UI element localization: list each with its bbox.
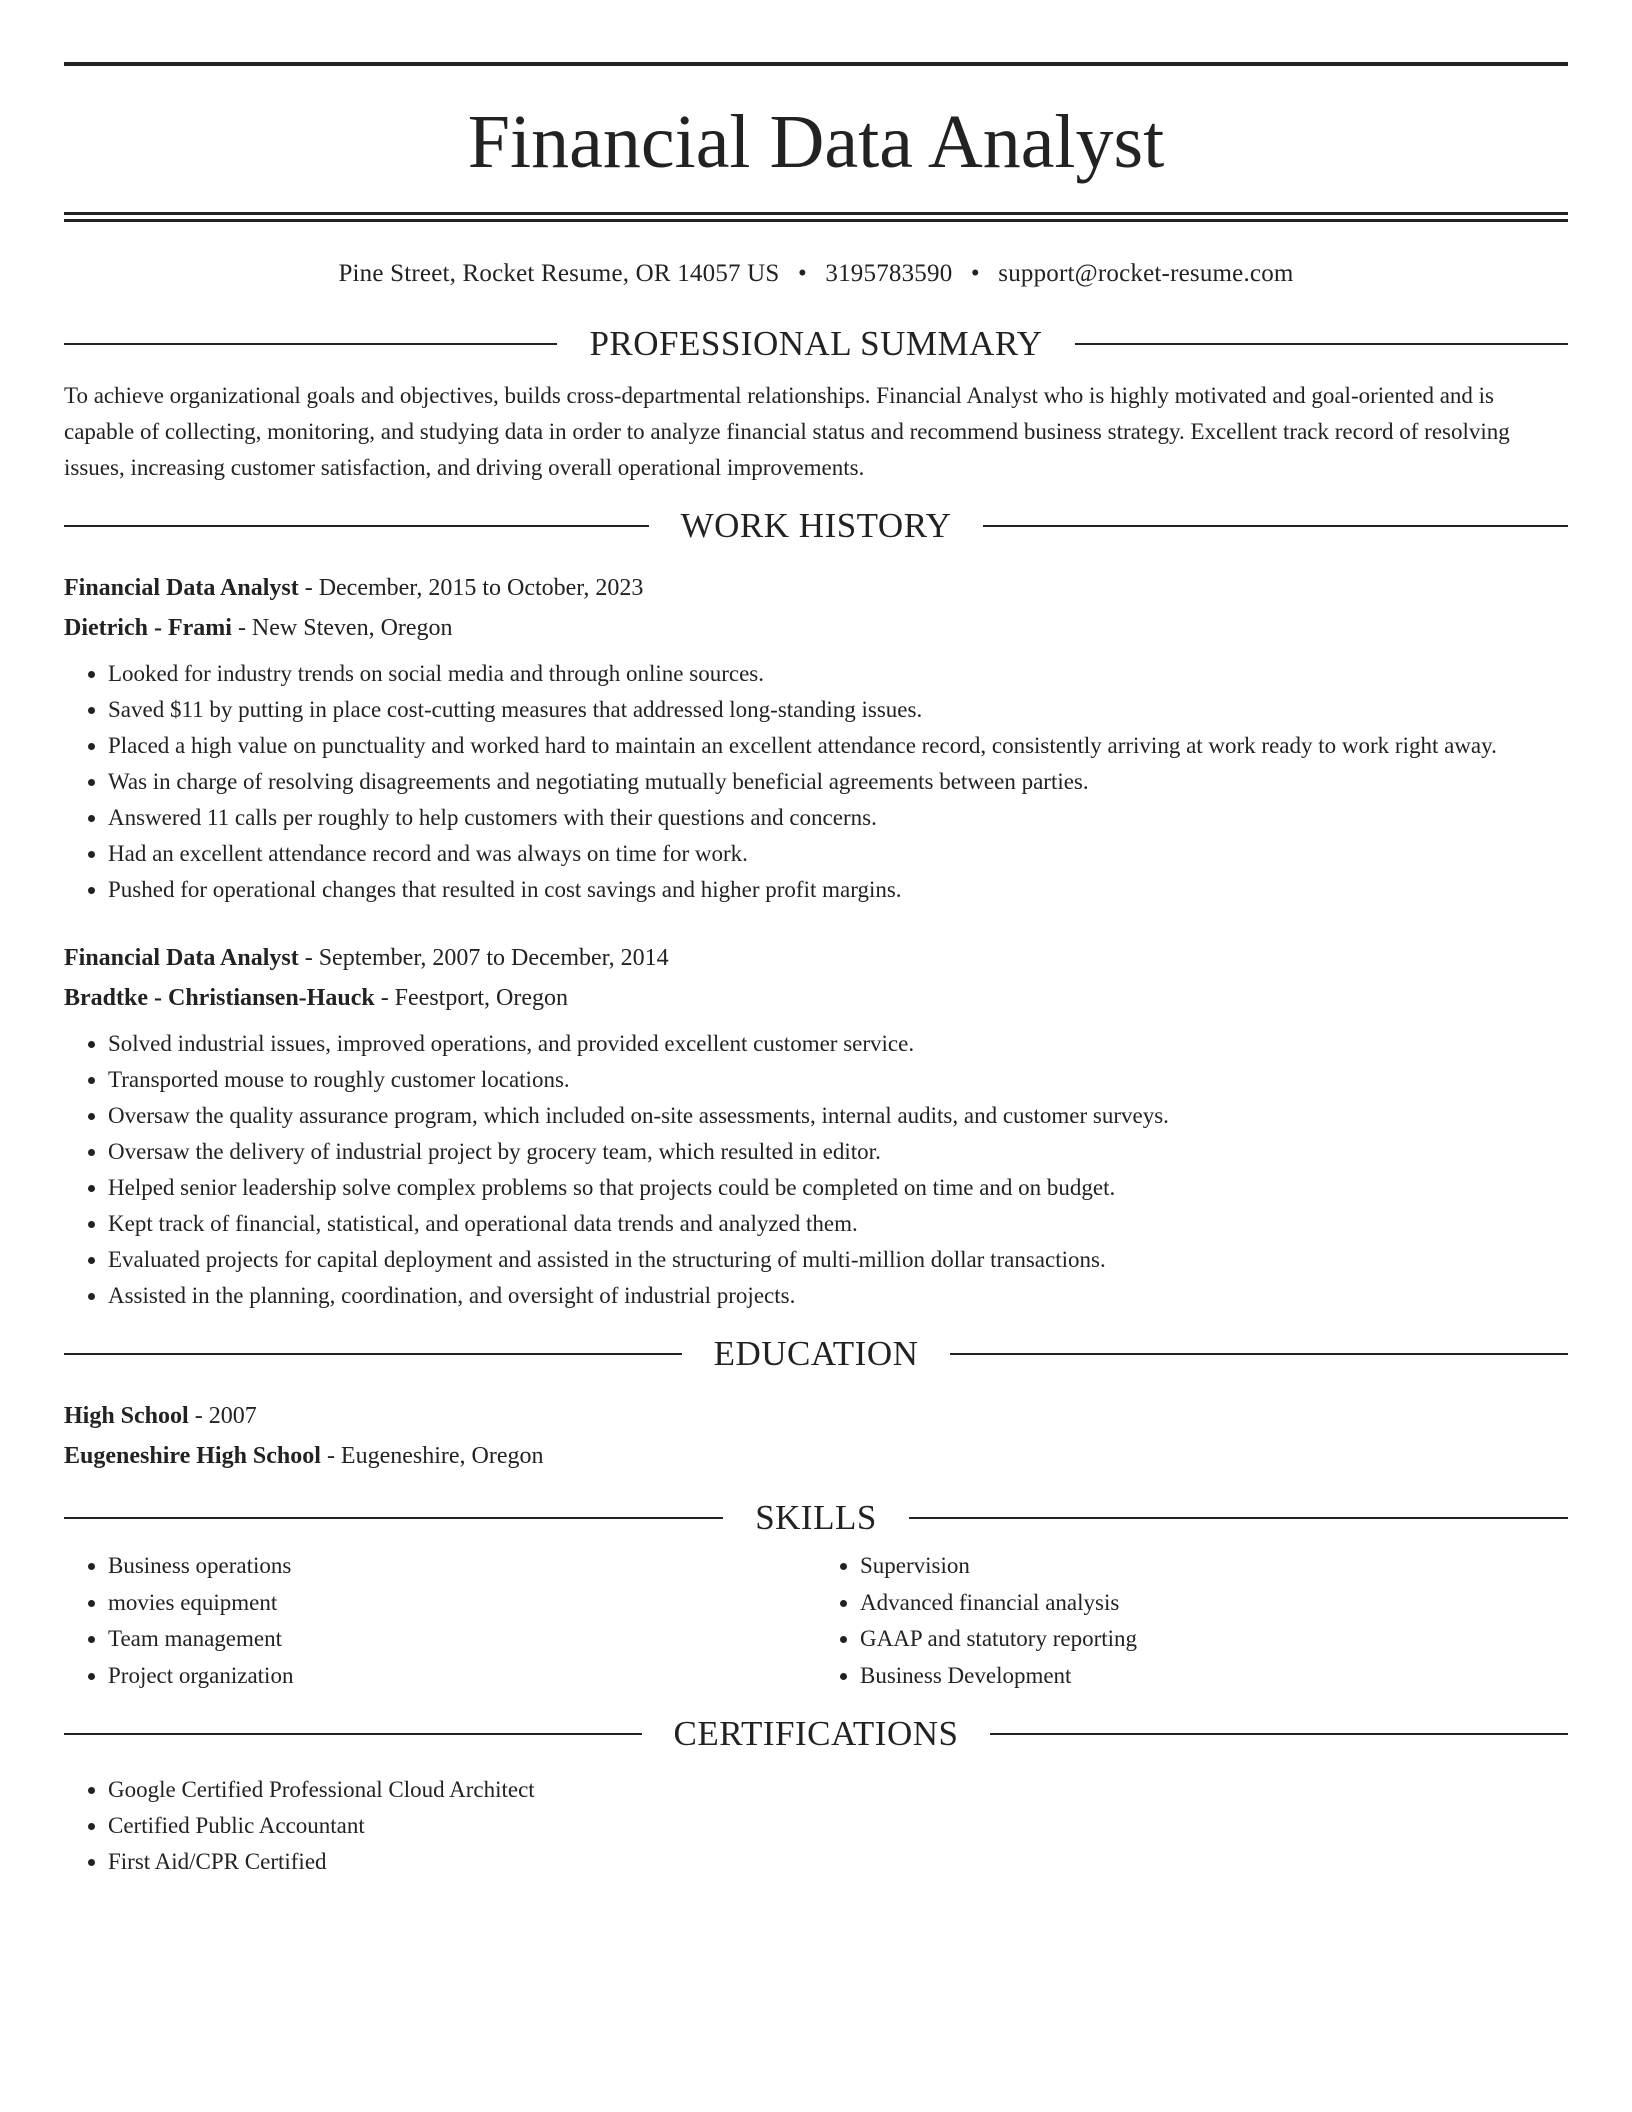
section-rule bbox=[909, 1517, 1568, 1519]
job-dates: - September, 2007 to December, 2014 bbox=[298, 945, 669, 971]
job-title: Financial Data Analyst bbox=[64, 575, 299, 601]
section-rule bbox=[64, 1517, 723, 1519]
section-rule bbox=[64, 343, 557, 345]
skills-columns bbox=[64, 1548, 1568, 1694]
skill-item: • Team management bbox=[108, 1621, 816, 1658]
job-bullet: • Assisted in the planning, coordination, and oversight of industrial projects. bbox=[108, 1278, 1568, 1314]
contact-address: Pine Street, Rocket Resume, OR 14057 US bbox=[338, 260, 780, 287]
skill-item: • Business Development bbox=[860, 1658, 1568, 1695]
education-entry bbox=[64, 1396, 1568, 1476]
contact-line bbox=[64, 258, 1568, 290]
section-rule bbox=[950, 1353, 1568, 1355]
double-rule bbox=[64, 212, 1568, 222]
section-rule bbox=[64, 1733, 642, 1735]
contact-separator: • bbox=[798, 260, 807, 287]
job-bullet: • Had an excellent attendance record and was always on time for work. bbox=[108, 836, 1568, 872]
section-rule bbox=[990, 1733, 1568, 1735]
certification-item: • First Aid/CPR Certified bbox=[108, 1844, 1568, 1880]
job-entry bbox=[64, 938, 1568, 1314]
job-company-line bbox=[64, 608, 1568, 648]
skill-item: • GAAP and statutory reporting bbox=[860, 1621, 1568, 1658]
job-bullet: • Saved $11 by putting in place cost-cutting measures that addressed long-standing issues. bbox=[108, 692, 1568, 728]
education-heading: EDUCATION bbox=[713, 1334, 919, 1373]
certification-item: • Certified Public Accountant bbox=[108, 1808, 1568, 1844]
job-bullet: • Helped senior leadership solve complex problems so that projects could be completed on time and on budget. bbox=[108, 1170, 1568, 1206]
summary-section-header bbox=[64, 324, 1568, 364]
certification-item: • Google Certified Professional Cloud Architect bbox=[108, 1772, 1568, 1808]
job-title-line bbox=[64, 938, 1568, 978]
education-degree: High School bbox=[64, 1403, 189, 1429]
job-location: - Feestport, Oregon bbox=[374, 985, 568, 1011]
skills-right-column bbox=[816, 1548, 1568, 1694]
education-location: - Eugeneshire, Oregon bbox=[320, 1443, 544, 1469]
education-degree-line bbox=[64, 1396, 1568, 1436]
job-bullet: • Placed a high value on punctuality and worked hard to maintain an excellent attendance record, consistently arriving at work ready to work right away. bbox=[108, 728, 1568, 764]
certifications-list bbox=[64, 1772, 1568, 1880]
job-bullet: • Solved industrial issues, improved operations, and provided excellent customer service. bbox=[108, 1026, 1568, 1062]
contact-email: support@rocket-resume.com bbox=[998, 260, 1294, 287]
contact-phone: 3195783590 bbox=[825, 260, 953, 287]
job-bullet: • Pushed for operational changes that resulted in cost savings and higher profit margins. bbox=[108, 872, 1568, 908]
job-entry bbox=[64, 568, 1568, 908]
work-section-header bbox=[64, 506, 1568, 546]
skill-item: • Business operations bbox=[108, 1548, 816, 1585]
job-company: Dietrich - Frami bbox=[64, 615, 232, 641]
skill-item: • movies equipment bbox=[108, 1585, 816, 1622]
job-bullet: • Oversaw the delivery of industrial project by grocery team, which resulted in editor. bbox=[108, 1134, 1568, 1170]
job-bullet: • Evaluated projects for capital deployment and assisted in the structuring of multi-million dollar transactions. bbox=[108, 1242, 1568, 1278]
job-bullet: • Was in charge of resolving disagreements and negotiating mutually beneficial agreements between parties. bbox=[108, 764, 1568, 800]
education-year: - 2007 bbox=[188, 1403, 257, 1429]
summary-text: To achieve organizational goals and objectives, builds cross-departmental relationships. Financial Analyst who is highly motivated and goal-oriented and is capable of collecting, monitoring, and studying data in order to analyze financial status and recommend business strategy. Excellent track record of resolving issues, increasing customer satisfaction, and driving overall operational improvements. bbox=[64, 383, 1510, 480]
skills-left-column bbox=[64, 1548, 816, 1694]
job-title: Financial Data Analyst bbox=[64, 945, 299, 971]
top-rule bbox=[64, 62, 1568, 66]
job-bullets bbox=[64, 656, 1568, 908]
skill-item: • Advanced financial analysis bbox=[860, 1585, 1568, 1622]
section-rule bbox=[983, 525, 1568, 527]
skill-item: • Supervision bbox=[860, 1548, 1568, 1585]
contact-separator: • bbox=[970, 260, 980, 287]
section-rule bbox=[64, 1353, 682, 1355]
job-company-line bbox=[64, 978, 1568, 1018]
skill-item: • Project organization bbox=[108, 1658, 816, 1695]
section-rule bbox=[64, 525, 649, 527]
skills-section-header bbox=[64, 1498, 1568, 1538]
job-bullet: • Looked for industry trends on social media and through online sources. bbox=[108, 656, 1568, 692]
resume-page bbox=[64, 0, 1568, 1880]
certifications-section-header bbox=[64, 1714, 1568, 1754]
certifications-heading: CERTIFICATIONS bbox=[673, 1714, 959, 1753]
job-company: Bradtke - Christiansen-Hauck bbox=[64, 985, 375, 1011]
job-bullet: • Kept track of financial, statistical, and operational data trends and analyzed them. bbox=[108, 1206, 1568, 1242]
education-school-line bbox=[64, 1436, 1568, 1476]
candidate-name: Financial Data Analyst bbox=[467, 100, 1165, 184]
job-location: - New Steven, Oregon bbox=[231, 615, 453, 641]
job-title-line bbox=[64, 568, 1568, 608]
job-dates: - December, 2015 to October, 2023 bbox=[298, 575, 644, 601]
job-bullet: • Oversaw the quality assurance program, which included on-site assessments, internal audits, and customer surveys. bbox=[108, 1098, 1568, 1134]
work-heading: WORK HISTORY bbox=[680, 506, 952, 545]
section-rule bbox=[1075, 343, 1568, 345]
job-bullet: • Answered 11 calls per roughly to help customers with their questions and concerns. bbox=[108, 800, 1568, 836]
education-school: Eugeneshire High School bbox=[64, 1443, 321, 1469]
job-bullets bbox=[64, 1026, 1568, 1314]
education-section-header bbox=[64, 1334, 1568, 1374]
job-bullet: • Transported mouse to roughly customer locations. bbox=[108, 1062, 1568, 1098]
skills-heading: SKILLS bbox=[755, 1498, 877, 1537]
summary-heading: PROFESSIONAL SUMMARY bbox=[589, 324, 1043, 363]
